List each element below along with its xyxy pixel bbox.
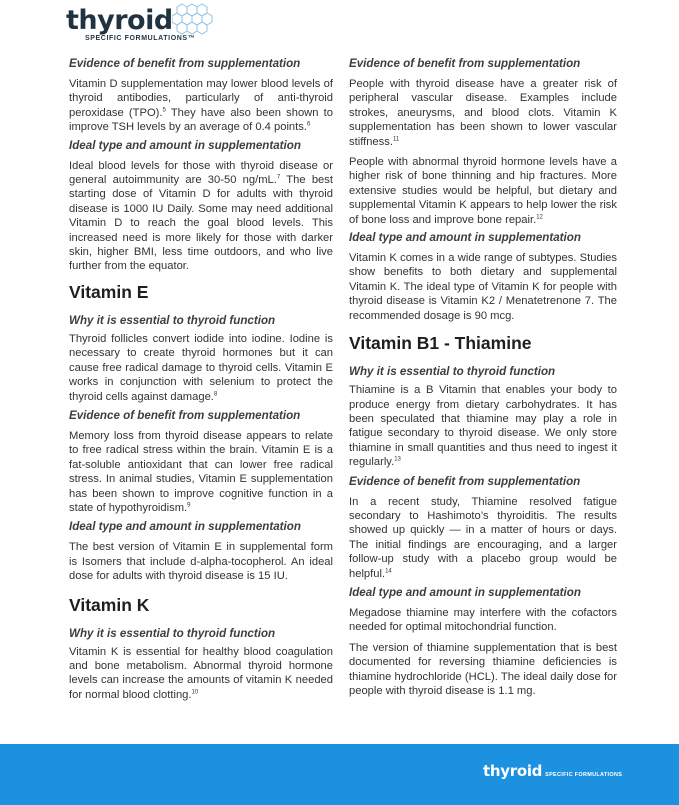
citation: 6 bbox=[306, 121, 311, 128]
citation: 7 bbox=[276, 174, 281, 181]
footer-bar bbox=[0, 744, 679, 805]
vitamin-e-why-heading: Why it is essential to thyroid function bbox=[69, 313, 276, 327]
citation: 12 bbox=[536, 213, 543, 220]
brand-tagline: SPECIFIC FORMULATIONS™ bbox=[85, 35, 196, 42]
citation: 8 bbox=[213, 390, 218, 397]
vitamin-b1-evidence-heading: Evidence of benefit from supplementation bbox=[349, 474, 581, 488]
left-column bbox=[69, 56, 333, 702]
vitamin-d-ideal-text: Ideal blood levels for those with thyroid disease or general autoimmunity are 30-50 ng/mL.$^7$ The best starting dose of Vitamin D for adults with thyroid disease is 1000 IU Daily. Some may need additional Vitamin D to reach the goal blood levels. This increased need is more likely for those with darker skin, higher BMI, less time outdoors, and who live further from the equator. bbox=[69, 159, 333, 273]
vitamin-e-title: Vitamin E bbox=[69, 281, 149, 302]
right-column bbox=[349, 56, 617, 698]
brand-name: thyroid bbox=[66, 5, 173, 36]
footer-brand-name: thyroid bbox=[483, 762, 543, 780]
citation: 10 bbox=[191, 689, 199, 696]
vitamin-e-evidence-text: Memory loss from thyroid disease appears to relate to free radical stress within the brain. Vitamin E is a fat-soluble antioxidant that can lower free radical stress. In animal studies, Vitamin E supplementation has been shown to improve cognitive function in a state of hypothyroidism.$^9$ bbox=[69, 429, 333, 514]
vitamin-b1-evidence-text: In a recent study, Thiamine resolved fatigue secondary to Hashimoto’s thyroiditis. The results showed up quickly — in a matter of hours or days. The initial findings are encouraging, and a larger follow-up study with a placebo group would be helpful.$^{14}$ bbox=[349, 495, 617, 580]
vitamin-k-ideal-text: Vitamin K comes in a wide range of subtypes. Studies show benefits to both dietary and supplemental Vitamin K. The ideal type of Vitamin K for people with thyroid disease is Vitamin K2 / Menatetrenone 7. The recommended dosage is 90 mcg. bbox=[349, 252, 617, 322]
vitamin-k-evidence-heading: Evidence of benefit from supplementation bbox=[349, 57, 581, 70]
vitamin-d-evidence-heading: Evidence of benefit from supplementation bbox=[69, 57, 301, 70]
citation: 9 bbox=[187, 502, 191, 509]
footer-logo bbox=[483, 762, 622, 781]
vitamin-e-evidence-heading: Evidence of benefit from supplementation bbox=[69, 408, 301, 422]
footer-brand-tagline: SPECIFIC FORMULATIONS bbox=[545, 772, 623, 778]
vitamin-k-title: Vitamin K bbox=[69, 594, 150, 615]
hexagon-cluster-icon bbox=[172, 2, 214, 38]
vitamin-b1-ideal-text: Megadose thiamine may interfere with the cofactors needed for optimal mitochondrial function. bbox=[349, 606, 617, 634]
vitamin-k-why-text: Vitamin K is essential for healthy blood coagulation and bone metabolism. Abnormal thyroid hormone levels can increase the amounts of vitamin K needed for normal blood clotting.$^{10}$ bbox=[69, 645, 333, 701]
vitamin-b1-ideal-heading: Ideal type and amount in supplementation bbox=[349, 585, 581, 599]
vitamin-d-evidence-text: Vitamin D supplementation may lower blood levels of thyroid antibodies, particularly of anti-thyroid peroxidase (TPO).$^5$ They have also been shown to improve TSH levels by an average of 0.4 points.$^6$ bbox=[69, 78, 333, 134]
vitamin-e-ideal-heading: Ideal type and amount in supplementation bbox=[69, 520, 301, 534]
vitamin-b1-title: Vitamin B1 - Thiamine bbox=[349, 333, 532, 354]
citation: 5 bbox=[162, 107, 166, 114]
vitamin-k-ideal-heading: Ideal type and amount in supplementation bbox=[349, 231, 581, 245]
citation: 11 bbox=[392, 135, 400, 142]
vitamin-e-ideal-text: The best version of Vitamin E in supplemental form is Isomers that include d-alpha-tocopherol. An ideal dose for adults with thyroid disease is 15 IU. bbox=[69, 541, 333, 583]
vitamin-d-ideal-heading: Ideal type and amount in supplementation bbox=[69, 138, 301, 152]
vitamin-b1-ideal-text-2: The version of thiamine supplementation that is best documented for reversing thiamine deficiencies is thiamine hydrochloride (HCL). The ideal daily dose for people with thyroid disease is 1.1 mg. bbox=[349, 641, 617, 697]
vitamin-k-evidence-text: People with thyroid disease have a greater risk of peripheral vascular disease. Examples include strokes, aneurysms, and blood clots. Vitamin K supplementation has been shown to lower vascular stiffness.$^{11}$ bbox=[349, 78, 617, 148]
citation: 13 bbox=[394, 456, 401, 463]
vitamin-b1-why-heading: Why it is essential to thyroid function bbox=[349, 365, 556, 379]
vitamin-e-why-text: Thyroid follicles convert iodide into iodine. Iodine is necessary to create thyroid hormones but it can cause free radical damage to thyroid cells. Vitamin E works in conjunction with selenium to protect the thyroid cells against damage.$^8$ bbox=[69, 332, 333, 403]
vitamin-b1-why-text: Thiamine is a B Vitamin that enables your body to produce energy from dietary carbohydrates. It has been speculated that thiamine may play a role in fatigue secondary to thyroid disease. We only store thiamine in small quantities and thus need to ingest it regularly.$^{13}$ bbox=[349, 384, 617, 469]
vitamin-k-why-heading: Why it is essential to thyroid function bbox=[69, 626, 276, 640]
vitamin-k-evidence-text-2: People with abnormal thyroid hormone levels have a higher risk of bone thinning and hip fractures. More extensive studies would be helpful, but dietary and supplemental Vitamin K appears to help lower the risk of bone loss and improve bone repair.$^{12}$ bbox=[349, 156, 617, 226]
citation: 14 bbox=[385, 567, 392, 574]
